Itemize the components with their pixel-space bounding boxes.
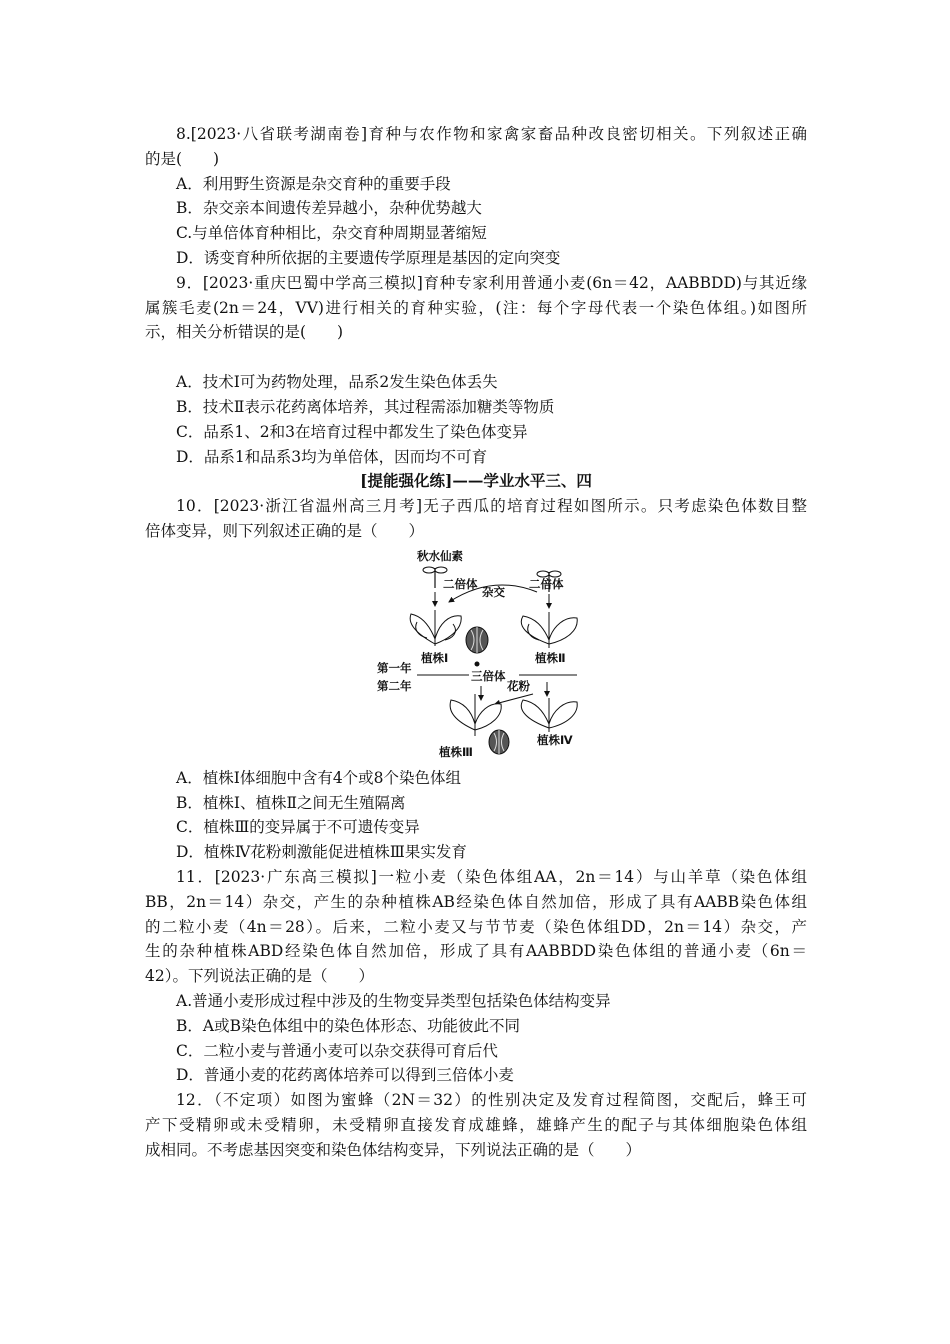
- q12-stem-line3: 成相同。不考虑基因突变和染色体结构变异，下列说法正确的是（ ）: [145, 1140, 642, 1159]
- label-cross: 杂交: [482, 584, 505, 599]
- watermelon-breeding-figure: [145, 544, 807, 766]
- plant-1-icon: [410, 610, 461, 646]
- q9-stem-line2: 属簇毛麦(2n＝24，VV)进行相关的育种实验，(注：每个字母代表一个染色体组。)如图所: [145, 298, 807, 317]
- question-9: [145, 271, 807, 470]
- label-triploid: 三倍体: [471, 668, 506, 683]
- q12-stem-line2: 产下受精卵或未受精卵，未受精卵直接发育成雄蜂，雄蜂产生的配子与其体细胞染色体组: [145, 1115, 807, 1134]
- q9-option-c: C．品系1、2和3在培育过程中都发生了染色体变异: [176, 422, 528, 441]
- q11-option-c: C．二粒小麦与普通小麦可以杂交获得可育后代: [176, 1041, 498, 1060]
- q11-stem-line4: 生的杂种植株ABD经染色体自然加倍，形成了具有AABBDD染色体组的普通小麦（6n＝: [145, 942, 807, 961]
- q8-option-d: D．诱变育种所依据的主要遗传学原理是基因的定向突变: [176, 248, 561, 267]
- label-pollen: 花粉: [507, 678, 530, 693]
- q9-stem-line1: 9．[2023·重庆巴蜀中学高三模拟]育种专家利用普通小麦(6n＝42，AABBDD)与其近缘: [176, 273, 807, 292]
- question-10: [145, 494, 807, 865]
- q10-option-a: A．植株Ⅰ体细胞中含有4个或8个染色体组: [176, 768, 462, 787]
- q10-stem-line1: 10．[2023·浙江省温州高三月考]无子西瓜的培育过程如图所示。只考虑染色体数目整: [176, 497, 807, 516]
- plant-2-icon: [521, 612, 577, 648]
- label-diploid-left: 二倍体: [443, 576, 478, 591]
- plant-3-icon: [450, 694, 501, 736]
- label-year-2: 第二年: [377, 678, 412, 693]
- label-colchicine: 秋水仙素: [417, 548, 463, 563]
- q11-stem-line1: 11．[2023·广东高三模拟]一粒小麦（染色体组AA，2n＝14）与山羊草（染色体组: [176, 867, 807, 886]
- section-title: [提能强化练]——学业水平三、四: [360, 471, 592, 491]
- q8-option-c: C.与单倍体育种相比，杂交育种周期显著缩短: [176, 224, 487, 243]
- label-plant-1: 植株Ⅰ: [421, 650, 449, 665]
- label-diploid-right: 二倍体: [529, 576, 564, 591]
- q8-stem-line1: 8.[2023·八省联考湖南卷]育种与农作物和家禽家畜品种改良密切相关。下列叙述正确: [176, 125, 807, 143]
- q9-option-a: A．技术Ⅰ可为药物处理，品系2发生染色体丢失: [176, 373, 498, 392]
- label-plant-3: 植株Ⅲ: [439, 744, 473, 759]
- q11-option-d: D．普通小麦的花药离体培养可以得到三倍体小麦: [176, 1066, 514, 1085]
- q11-stem-line2: BB，2n＝14）杂交，产生的杂种植株AB经染色体自然加倍，形成了具有AABB染色体组: [145, 892, 807, 911]
- question-11: [145, 865, 807, 1088]
- question-8: [145, 122, 807, 271]
- q10-option-b: B．植株Ⅰ、植株Ⅱ之间无生殖隔离: [176, 793, 406, 812]
- q11-stem-line5: 42）。下列说法正确的是（ ）: [145, 967, 374, 986]
- watermelon-bottom-icon: [489, 730, 509, 754]
- q11-option-b: B．A或B染色体组中的染色体形态、功能彼此不同: [176, 1016, 520, 1035]
- worksheet-page: [145, 122, 807, 1163]
- q8-stem-line2: 的是( ): [145, 149, 220, 168]
- question-12: [145, 1088, 807, 1162]
- q11-stem-line3: 的二粒小麦（4n＝28）。后来，二粒小麦又与节节麦（染色体组DD，2n＝14）杂交，产: [145, 917, 807, 936]
- watermelon-diagram: [377, 544, 587, 764]
- q8-option-b: B．杂交亲本间遗传差异越小，杂种优势越大: [176, 199, 482, 218]
- q8-option-a: A．利用野生资源是杂交育种的重要手段: [176, 174, 451, 193]
- label-plant-4: 植株Ⅳ: [537, 732, 573, 747]
- seed-dot: [475, 661, 480, 666]
- q12-stem-line1: 12．（不定项）如图为蜜蜂（2N＝32）的性别决定及发育过程简图，交配后，蜂王可: [176, 1091, 807, 1110]
- q11-option-a: A.普通小麦形成过程中涉及的生物变异类型包括染色体结构变异: [176, 991, 611, 1010]
- label-year-1: 第一年: [377, 660, 412, 675]
- q9-option-b: B．技术Ⅱ表示花药离体培养，其过程需添加糖类等物质: [176, 397, 555, 416]
- q9-option-d: D．品系1和品系3均为单倍体，因而均不可育: [176, 447, 488, 466]
- q10-option-d: D．植株Ⅳ花粉刺激能促进植株Ⅲ果实发育: [176, 843, 467, 862]
- plant-4-icon: [521, 698, 577, 732]
- q10-option-c: C．植株Ⅲ的变异属于不可遗传变异: [176, 818, 420, 837]
- q9-stem-line3: 示，相关分析错误的是( ): [145, 323, 344, 342]
- q10-stem-line2: 倍体变异，则下列叙述正确的是（ ）: [145, 521, 425, 540]
- q9-figure-space: [145, 345, 807, 370]
- label-plant-2: 植株Ⅱ: [535, 650, 566, 665]
- watermelon-top-icon: [466, 627, 488, 653]
